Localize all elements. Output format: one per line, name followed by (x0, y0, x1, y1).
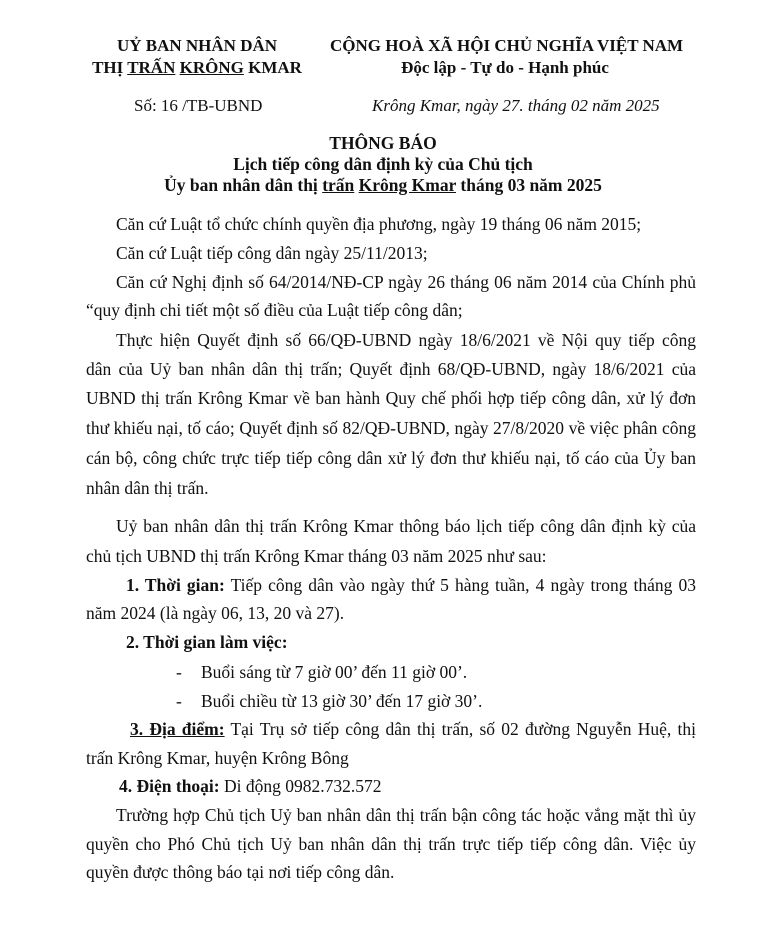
bullet-dash: - (176, 691, 182, 711)
delegation-line3: quyền được thông báo tại nơi tiếp công dân. (86, 862, 395, 882)
section-phone-text: Di động 0982.732.572 (219, 776, 382, 796)
document-subtitle-2 (0, 175, 766, 196)
document-subtitle-1: Lịch tiếp công dân định kỳ của Chủ tịch (233, 154, 533, 174)
section-location-cont: trấn Krông Kmar, huyện Krông Bông (86, 748, 349, 768)
basis-law-citizen-reception: Căn cứ Luật tiếp công dân ngày 25/11/2013; (116, 243, 428, 263)
section-location-label: 3. Địa điểm: (130, 719, 225, 739)
implementation-line2: dân của Uỷ ban nhân dân thị trấn; Quyết định 68/QĐ-UBND, ngày 18/6/2021 của (86, 359, 696, 379)
document-number: Số: 16 /TB-UBND (134, 96, 263, 115)
working-hours-morning: Buổi sáng từ 7 giờ 00’ đến 11 giờ 00’. (201, 662, 468, 682)
implementation-line4: thư khiếu nại, tố cáo; Quyết định số 82/QĐ-UBND, ngày 27/8/2020 về việc phân công (86, 418, 696, 438)
bullet-dash: - (176, 662, 182, 682)
announcement-line2: chủ tịch UBND thị trấn Krông Kmar tháng 03 năm 2025 như sau: (86, 546, 547, 566)
subtitle-2-underlined2: Krông Kmar (358, 175, 457, 195)
national-title: CỘNG HOÀ XÃ HỘI CHỦ NGHĨA VIỆT NAM (330, 36, 684, 55)
issuer-line2-underlined2: KRÔNG (179, 58, 244, 77)
delegation-line1: Trường hợp Chủ tịch Uỷ ban nhân dân thị trấn bận công tác hoặc vắng mặt thì ủy (116, 805, 696, 825)
issuer-line2-underlined1: TRẤN (127, 58, 176, 77)
issuer-line2 (92, 58, 302, 78)
section-time-cont: năm 2024 (là ngày 06, 13, 20 và 27). (86, 603, 345, 623)
subtitle-2-pre: Ủy ban nhân dân thị (164, 175, 323, 195)
subtitle-2-underlined1: trấn (322, 175, 355, 195)
section-working-hours-label: 2. Thời gian làm việc: (126, 632, 288, 652)
basis-decree-line1: Căn cứ Nghị định số 64/2014/NĐ-CP ngày 26 tháng 06 năm 2014 của Chính phủ (116, 272, 696, 292)
working-hours-afternoon: Buổi chiều từ 13 giờ 30’ đến 17 giờ 30’. (201, 691, 483, 711)
section-time-text: Tiếp công dân vào ngày thứ 5 hàng tuần, 4 ngày trong tháng 03 (224, 575, 696, 595)
subtitle-2-post: tháng 03 năm 2025 (456, 175, 602, 195)
document-title: THÔNG BÁO (329, 133, 437, 153)
section-location-text: Tại Trụ sở tiếp công dân thị trấn, số 02 đường Nguyễn Huệ, thị (224, 719, 696, 739)
issuer-line2-pre: THỊ (92, 58, 128, 77)
section-location (130, 719, 696, 739)
implementation-line6: nhân dân thị trấn. (86, 478, 209, 498)
section-time (126, 575, 696, 595)
issuer-line1: UỶ BAN NHÂN DÂN (116, 36, 278, 55)
basis-law-local-gov: Căn cứ Luật tổ chức chính quyền địa phương, ngày 19 tháng 06 năm 2015; (116, 214, 642, 234)
issue-date: Krông Kmar, ngày 27. tháng 02 năm 2025 (372, 96, 660, 115)
implementation-line3: UBND thị trấn Krông Kmar về ban hành Quy chế phối hợp tiếp công dân, xử lý đơn (86, 388, 696, 408)
section-phone (119, 776, 382, 797)
implementation-line5: cán bộ, công chức trực tiếp tiếp công dân xử lý đơn thư khiếu nại, tố cáo của Ủy ban (86, 448, 696, 468)
implementation-line1: Thực hiện Quyết định số 66/QĐ-UBND ngày 18/6/2021 về Nội quy tiếp công (116, 330, 696, 350)
announcement-line1: Uỷ ban nhân dân thị trấn Krông Kmar thông báo lịch tiếp công dân định kỳ của (116, 516, 696, 536)
section-phone-label: 4. Điện thoại: (119, 776, 220, 796)
issuer-line2-post: KMAR (243, 58, 302, 77)
delegation-line2: quyền cho Phó Chủ tịch Uỷ ban nhân dân thị trấn trực tiếp tiếp công dân. Việc ủy (86, 834, 696, 854)
basis-decree-line2: “quy định chi tiết một số điều của Luật tiếp công dân; (86, 300, 463, 320)
section-time-label: 1. Thời gian: (126, 575, 225, 595)
national-motto: Độc lập - Tự do - Hạnh phúc (401, 58, 609, 77)
